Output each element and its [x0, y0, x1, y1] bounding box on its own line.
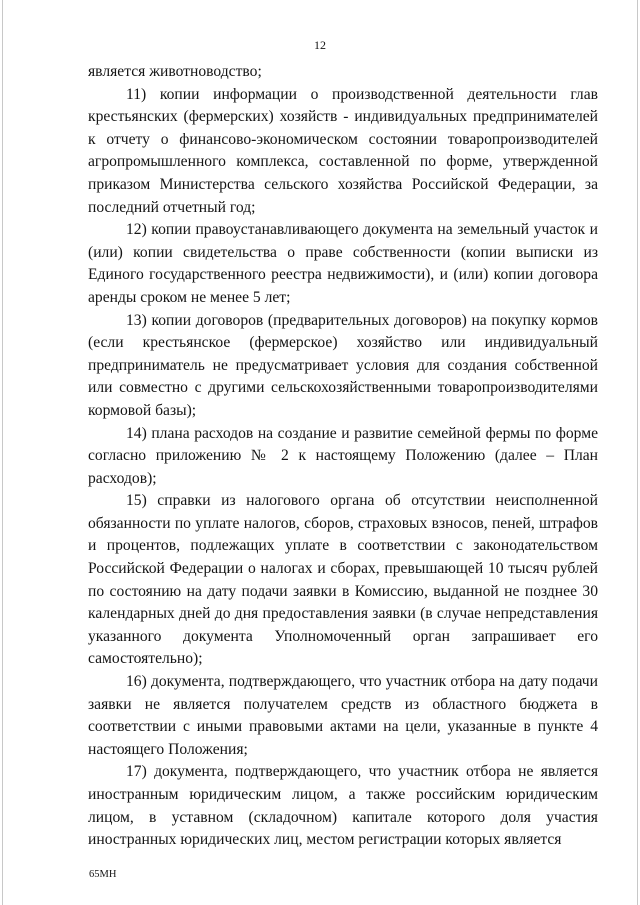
paragraph-item-14: 14) плана расходов на создание и развитие семейной фермы по форме согласно приложению № 2 к настоящему Положению (далее – План расходов); [88, 424, 598, 487]
paragraph-item-12: 12) копии правоустанавливающего документа на земельный участок и (или) копии свидетельства о праве собственности (копии выписки из Единого государственного реестра недвижимости), и (или) копии договора аренды сроком не менее 5 лет; [88, 221, 598, 306]
paragraph-item-17: 17) документа, подтверждающего, что участник отбора не является иностранным юридическим лицом, а также российским юридическим лицом, в уставном (складочном) капитале которого доля участия иностранных юридических лиц, местом регистрации которых является [88, 763, 598, 849]
paragraph-item-15: 15) справки из налогового органа об отсутствии неисполненной обязанности по уплате налогов, сборов, страховых взносов, пеней, штрафов и процентов, подлежащих уплате в соответствии с законодательством Российской Федерации о налогах и сборах, превышающей 10 тысяч рублей по состоянию на дату подачи заявки в Комиссию, выданной не позднее 30 календарных дней до дня предоставления заявки (в случае непредставления указанного документа Уполномоченный орган запрашивает его самостоятельно); [88, 492, 598, 668]
right-scan-edge [637, 0, 638, 905]
left-scan-edge [2, 0, 3, 905]
paragraph-item-16: 16) документа, подтверждающего, что участник отбора на дату подачи заявки не является получателем средств из областного бюджета в соответствии с иными правовыми актами на цели, указанные в пункте 4 настоящего Положения; [88, 673, 598, 758]
paragraph-item-11: 11) копии информации о производственной деятельности глав крестьянских (фермерских) хозяйств - индивидуальных предпринимателей к отчету о финансово-экономическом состоянии товаропроизводителей агропромышленного комплекса, составленной по форме, утвержденной приказом Министерства сельского хозяйства Российской Федерации, за последний отчетный год; [88, 85, 598, 216]
footer-document-code: 65МН [89, 869, 117, 880]
page-number: 12 [314, 38, 326, 52]
paragraph-item-13: 13) копии договоров (предварительных договоров) на покупку кормов (если крестьянское (фермерское) хозяйство или индивидуальный предприниматель не предусматривает условия для создания собственной или совместно с другими сельскохозяйственными товаропроизводителями кормовой базы); [88, 311, 598, 419]
document-body [88, 61, 598, 852]
paragraph-continuation: является животноводство; [88, 63, 262, 80]
